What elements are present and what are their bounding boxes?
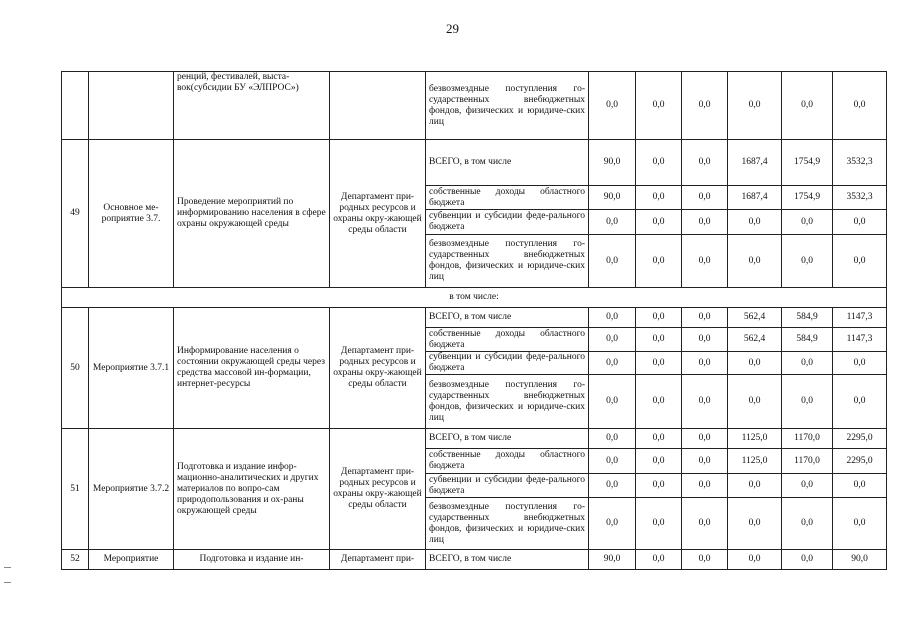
funding-source: ВСЕГО, в том числе [426,550,589,570]
table-row [62,308,887,328]
activity-description: Подготовка и издание инфор-мационно-аналитических и других материалов по вопро-сам природопользования и ох-раны окружающей среды [174,429,330,550]
value-cell: 562,4 [728,308,782,328]
value-cell: 0,0 [682,235,728,288]
activity-name: Мероприятие 3.7.1 [89,308,174,429]
funding-source: ВСЕГО, в том числе [426,308,589,328]
table-row [62,550,887,570]
value-cell: 3532,3 [833,186,887,210]
row-index: 50 [62,308,89,429]
table-row [62,140,887,186]
value-cell: 0,0 [833,498,887,550]
activity-name [89,72,174,140]
value-cell: 0,0 [833,352,887,375]
value-cell: 0,0 [682,210,728,235]
value-cell: 1170,0 [782,449,833,474]
value-cell: 2295,0 [833,449,887,474]
value-cell: 0,0 [782,498,833,550]
value-cell: 1754,9 [782,186,833,210]
value-cell: 0,0 [728,72,782,140]
funding-source: собственные доходы областного бюджета [426,328,589,352]
activity-name: Основное ме-роприятие 3.7. [89,140,174,288]
funding-source: безвозмездные поступления го-сударственных внебюджетных фондов, физических и юридиче-ских лиц [426,235,589,288]
value-cell: 0,0 [782,474,833,498]
value-cell: 0,0 [589,449,636,474]
value-cell: 0,0 [589,72,636,140]
value-cell: 0,0 [589,498,636,550]
value-cell: 90,0 [589,186,636,210]
value-cell: 0,0 [728,550,782,570]
value-cell: 1147,3 [833,328,887,352]
executor: Департамент при-родных ресурсов и охраны окру-жающей среды области [330,140,426,288]
value-cell: 0,0 [682,308,728,328]
funding-source: субвенции и субсидии феде-рального бюджета [426,352,589,375]
value-cell: 0,0 [782,375,833,429]
value-cell: 0,0 [589,210,636,235]
executor [330,72,426,140]
funding-source: субвенции и субсидии феде-рального бюджета [426,210,589,235]
activity-name: Мероприятие [89,550,174,570]
activity-description: Подготовка и издание ин- [174,550,330,570]
separator-label: в том числе: [62,288,887,308]
value-cell: 0,0 [636,449,682,474]
value-cell: 0,0 [636,186,682,210]
value-cell: 0,0 [782,235,833,288]
funding-source: безвозмездные поступления го-сударственных внебюджетных фондов, физических и юридиче-ских лиц [426,375,589,429]
value-cell: 0,0 [682,352,728,375]
value-cell: 0,0 [636,328,682,352]
value-cell: 1687,4 [728,186,782,210]
table-row [62,72,887,140]
activity-description: Проведение мероприятий по информированию населения в сфере охраны окружающей среды [174,140,330,288]
value-cell: 0,0 [636,72,682,140]
value-cell: 1754,9 [782,140,833,186]
value-cell: 0,0 [728,352,782,375]
page-number: 29 [446,21,459,36]
value-cell: 0,0 [682,449,728,474]
value-cell: 0,0 [682,474,728,498]
funding-source: собственные доходы областного бюджета [426,449,589,474]
table-separator-row [62,288,887,308]
executor: Департамент при- [330,550,426,570]
value-cell: 3532,3 [833,140,887,186]
executor: Департамент при-родных ресурсов и охраны окру-жающей среды области [330,429,426,550]
row-index: 49 [62,140,89,288]
value-cell: 0,0 [782,352,833,375]
value-cell: 90,0 [589,140,636,186]
value-cell: 0,0 [589,352,636,375]
value-cell: 0,0 [728,474,782,498]
value-cell: 0,0 [728,498,782,550]
value-cell: 1147,3 [833,308,887,328]
value-cell: 90,0 [589,550,636,570]
value-cell: 0,0 [833,235,887,288]
value-cell: 0,0 [636,210,682,235]
value-cell: 0,0 [682,72,728,140]
value-cell: 2295,0 [833,429,887,449]
value-cell: 0,0 [682,550,728,570]
value-cell: 0,0 [682,186,728,210]
funding-source: субвенции и субсидии феде-рального бюджета [426,474,589,498]
executor: Департамент при-родных ресурсов и охраны окру-жающей среды области [330,308,426,429]
value-cell: 0,0 [636,140,682,186]
value-cell: 0,0 [589,308,636,328]
value-cell: 0,0 [728,210,782,235]
budget-table [61,71,887,570]
funding-source: собственные доходы областного бюджета [426,186,589,210]
activity-description: Информирование населения о состоянии окружающей среды через средства массовой ин-формации, интернет-ресурсы [174,308,330,429]
value-cell: 0,0 [636,498,682,550]
scan-edge-mark [4,567,11,583]
value-cell: 0,0 [589,375,636,429]
value-cell: 0,0 [728,375,782,429]
value-cell: 0,0 [682,429,728,449]
value-cell: 0,0 [682,498,728,550]
value-cell: 0,0 [782,550,833,570]
value-cell: 1687,4 [728,140,782,186]
funding-source: ВСЕГО, в том числе [426,140,589,186]
row-index: 51 [62,429,89,550]
value-cell: 0,0 [589,328,636,352]
value-cell: 0,0 [782,210,833,235]
value-cell: 0,0 [589,429,636,449]
value-cell: 0,0 [782,72,833,140]
value-cell: 0,0 [636,474,682,498]
value-cell: 0,0 [682,140,728,186]
funding-source: безвозмездные поступления го-сударственных внебюджетных фондов, физических и юридиче-ских лиц [426,72,589,140]
value-cell: 0,0 [636,308,682,328]
value-cell: 584,9 [782,308,833,328]
value-cell: 562,4 [728,328,782,352]
value-cell: 0,0 [636,375,682,429]
value-cell: 0,0 [682,328,728,352]
value-cell: 0,0 [833,375,887,429]
value-cell: 0,0 [589,235,636,288]
value-cell: 584,9 [782,328,833,352]
value-cell: 0,0 [833,72,887,140]
row-index: 52 [62,550,89,570]
value-cell: 1125,0 [728,429,782,449]
funding-source: безвозмездные поступления го-сударственных внебюджетных фондов, физических и юридиче-ских лиц [426,498,589,550]
value-cell: 90,0 [833,550,887,570]
value-cell: 0,0 [636,235,682,288]
value-cell: 0,0 [636,352,682,375]
value-cell: 0,0 [589,474,636,498]
table-row [62,429,887,449]
value-cell: 0,0 [636,550,682,570]
row-index [62,72,89,140]
value-cell: 0,0 [833,210,887,235]
value-cell: 0,0 [636,429,682,449]
value-cell: 0,0 [833,474,887,498]
value-cell: 1170,0 [782,429,833,449]
activity-name: Мероприятие 3.7.2 [89,429,174,550]
funding-source: ВСЕГО, в том числе [426,429,589,449]
activity-description: ренций, фестивалей, выста-вок(субсидии БУ «ЭЛПРОС») [174,72,330,140]
value-cell: 0,0 [728,235,782,288]
value-cell: 1125,0 [728,449,782,474]
value-cell: 0,0 [682,375,728,429]
